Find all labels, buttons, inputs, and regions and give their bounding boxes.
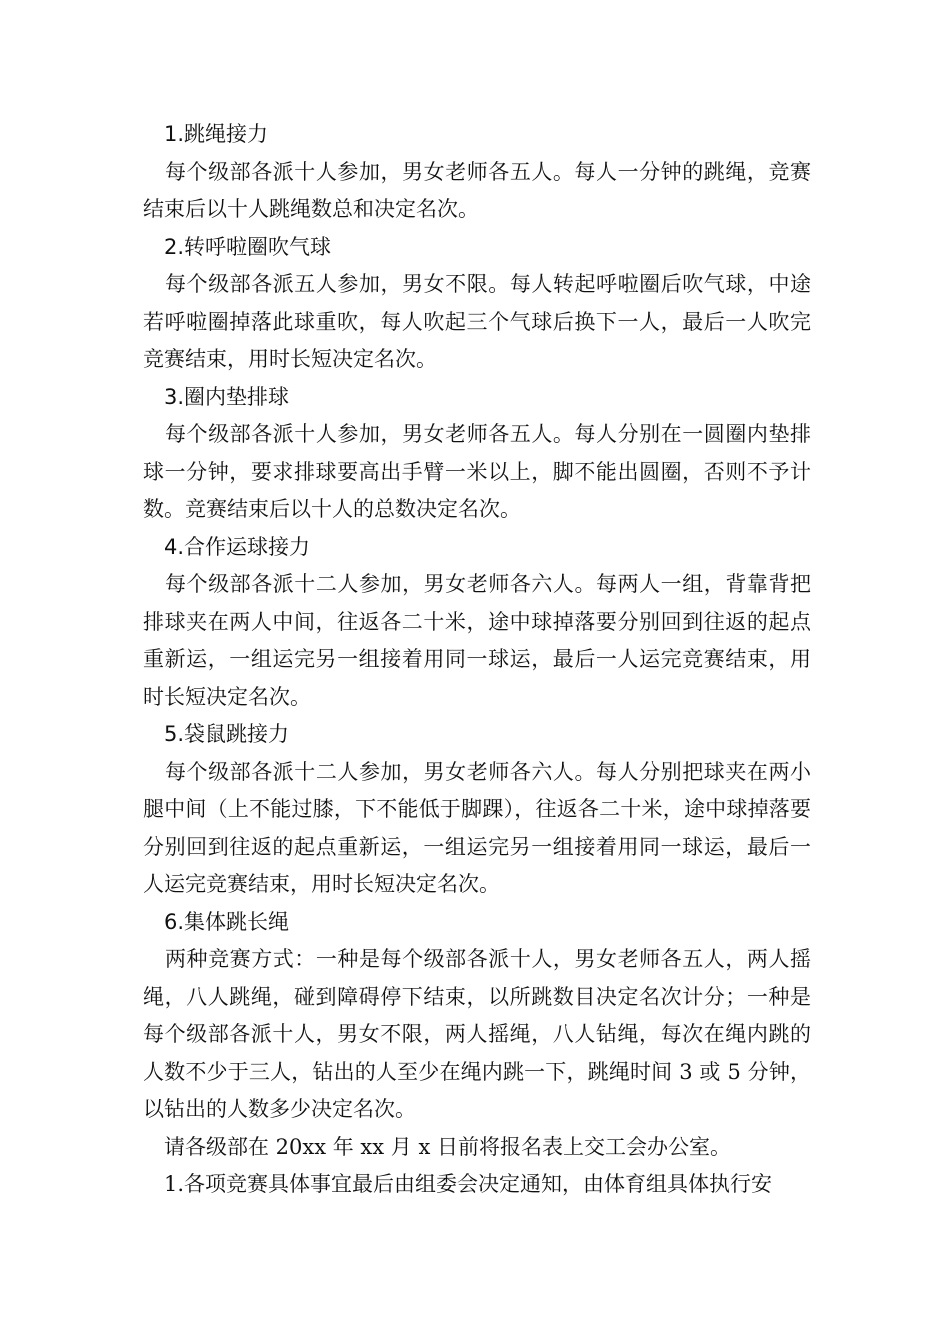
final-item: 1.各项竞赛具体事宜最后由组委会决定通知，由体育组具体执行安 [164,1172,773,1196]
section-heading: 4.合作运球接力 [164,534,311,559]
section-heading: 2.转呼啦圈吹气球 [164,234,332,259]
document-body [143,116,811,1204]
registration-note: 请各级部在 20xx 年 xx 月 x 日前将报名表上交工会办公室。 [164,1134,731,1159]
section-body: 每个级部各派十二人参加，男女老师各六人。每人分别把球夹在两小腿中间（上不能过膝，下不能低于脚踝），往返各二十米，途中球掉落要分别回到往返的起点重新运，一组运完另一组接着用同一球运，最后一人运完竞赛结束，用时长短决定名次。 [143,759,811,896]
section-body: 两种竞赛方式：一种是每个级部各派十人，男女老师各五人，两人摇绳，八人跳绳，碰到障碍停下结束，以所跳数目决定名次计分；一种是每个级部各派十人，男女不限，两人摇绳，八人钻绳，每次在绳内跳的人数不少于三人，钻出的人至少在绳内跳一下，跳绳时间 3 或 5 分钟，以钻出的人数多少决定名次。 [143,947,811,1121]
section-heading: 1.跳绳接力 [164,122,269,146]
section-body: 每个级部各派十二人参加，男女老师各六人。每两人一组，背靠背把排球夹在两人中间，往返各二十米，途中球掉落要分别回到往返的起点重新运，一组运完另一组接着用同一球运，最后一人运完竞赛结束，用时长短决定名次。 [143,572,811,709]
section-heading: 6.集体跳长绳 [164,909,290,934]
section-body: 每个级部各派十人参加，男女老师各五人。每人一分钟的跳绳，竞赛结束后以十人跳绳数总和决定名次。 [143,159,811,221]
section-heading: 5.袋鼠跳接力 [164,722,290,746]
section-body: 每个级部各派十人参加，男女老师各五人。每人分别在一圆圈内垫排球一分钟，要求排球要高出手臂一米以上，脚不能出圆圈，否则不予计数。竞赛结束后以十人的总数决定名次。 [143,422,811,521]
section-body: 每个级部各派五人参加，男女不限。每人转起呼啦圈后吹气球，中途若呼啦圈掉落此球重吹，每人吹起三个气球后换下一人，最后一人吹完竞赛结束，用时长短决定名次。 [143,272,811,371]
section-heading: 3.圈内垫排球 [164,384,290,409]
